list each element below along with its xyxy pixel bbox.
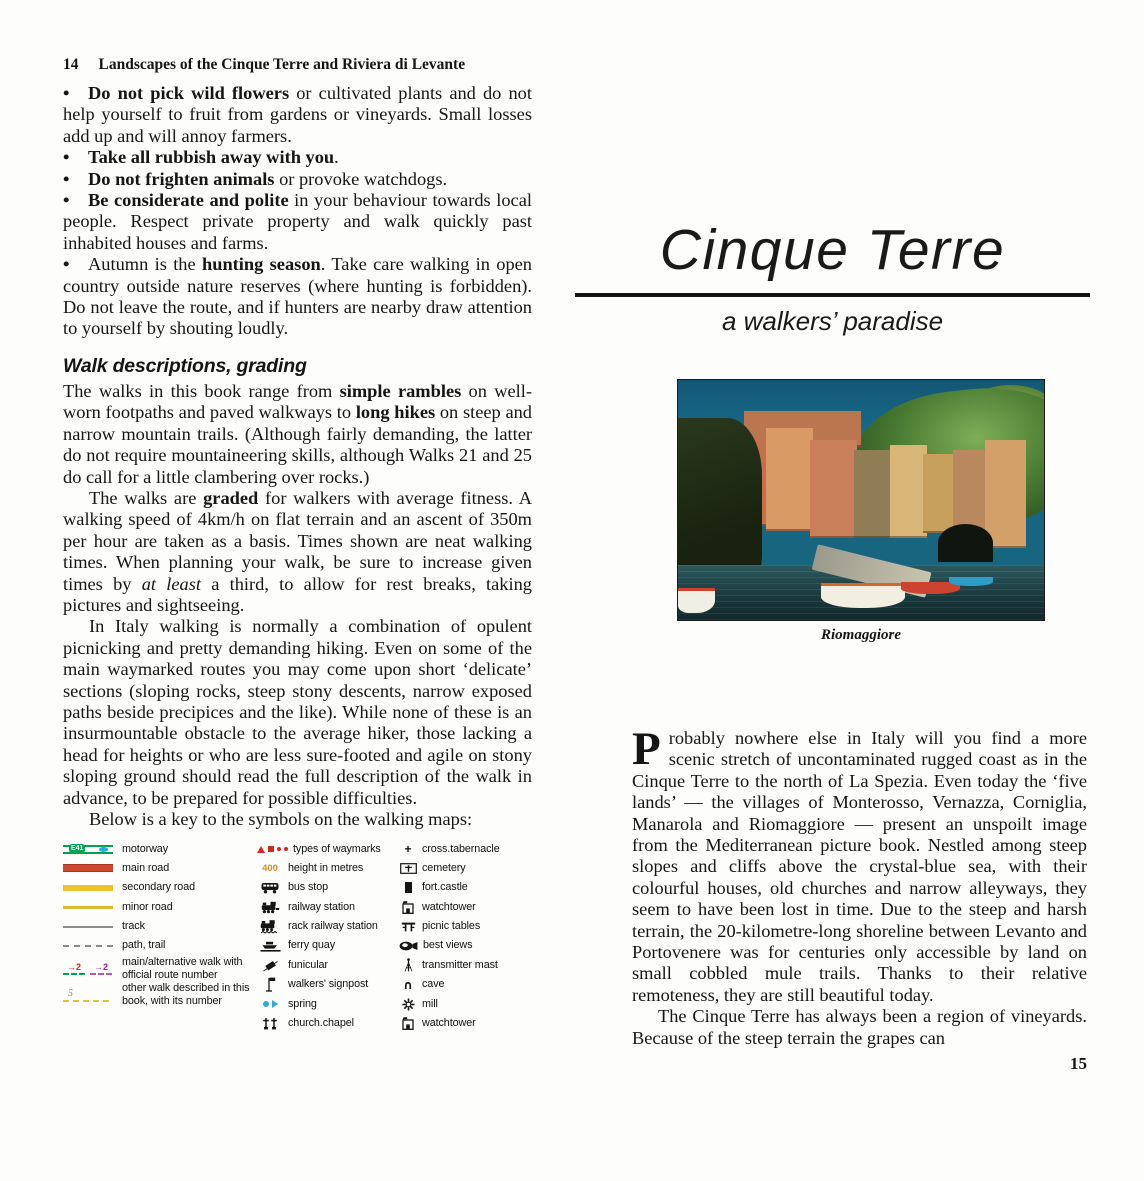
bullet-marker: • bbox=[63, 83, 70, 103]
riomaggiore-photo bbox=[677, 379, 1045, 621]
photo-buildings bbox=[890, 445, 927, 538]
legend-label: mill bbox=[422, 997, 438, 1010]
photo-buildings bbox=[766, 428, 814, 531]
legend-label: walkers' signpost bbox=[288, 978, 369, 991]
legend-row bbox=[399, 995, 532, 1014]
legend-row bbox=[257, 898, 399, 917]
bullet-item: • Autumn is the hunting season. Take care walking in open country outside nature reserves (where hunting is forbidden). Do not leave the route, and if hunters are nearby draw attention to yourself by shouting loudly. bbox=[63, 254, 532, 339]
body-paragraph: In Italy walking is normally a combination of opulent picnicking and pretty demanding hiking. Even on some of the main waymarked routes you may come upon short ‘delicate’ sections (sloping rocks, steep stony descents, narrow exposed paths beside precipices and the like). While none of these is an insurmountable obstacle to the average hiker, those lacking a head for heights or who are less sure-footed and agile on stony sloping ground should read the full description of the walk in advance, to be prepared for possible difficulties. bbox=[63, 616, 532, 808]
legend-label: picnic tables bbox=[422, 920, 481, 933]
legend-row bbox=[399, 839, 532, 858]
photo-buildings bbox=[923, 454, 956, 533]
watchtower-icon bbox=[399, 1017, 417, 1030]
photo-caption: Riomaggiore bbox=[820, 627, 901, 643]
legend-row bbox=[257, 956, 399, 975]
signpost-icon bbox=[257, 977, 283, 992]
legend-label: best views bbox=[423, 939, 473, 952]
ferry-icon bbox=[257, 941, 283, 952]
cemetery-icon bbox=[399, 863, 417, 874]
bullet-marker: • bbox=[63, 168, 70, 189]
legend-label: other walk described in this book, with its number bbox=[122, 982, 250, 1008]
legend-row bbox=[257, 917, 399, 936]
legend-label: height in metres bbox=[288, 861, 364, 874]
legend-row bbox=[399, 975, 532, 994]
legend-row bbox=[399, 936, 532, 955]
legend-label: cave bbox=[422, 978, 445, 991]
path-icon bbox=[63, 945, 117, 947]
cross-icon: + bbox=[404, 842, 412, 857]
legend-label: motorway bbox=[122, 842, 168, 855]
legend-label: cemetery bbox=[422, 861, 466, 874]
rack-train-icon bbox=[257, 920, 283, 934]
main-road-icon bbox=[63, 864, 117, 872]
legend-row bbox=[399, 859, 532, 878]
legend-label: church.chapel bbox=[288, 1017, 354, 1030]
track-icon bbox=[63, 926, 117, 928]
watchtower-icon bbox=[399, 901, 417, 914]
legend-row bbox=[399, 898, 532, 917]
legend-label: watchtower bbox=[422, 900, 476, 913]
chapter-subtitle: a walkers’ paradise bbox=[721, 305, 944, 336]
legend-row bbox=[257, 975, 399, 994]
legend-row bbox=[257, 839, 399, 858]
page-number-left: 14 bbox=[63, 56, 79, 73]
legend-label: cross.tabernacle bbox=[422, 842, 500, 855]
map-key-column-landmarks bbox=[399, 839, 532, 1033]
intro-paragraph bbox=[632, 723, 1087, 1006]
bus-icon bbox=[257, 882, 283, 894]
photo-buildings bbox=[953, 450, 986, 536]
map-key-column-transport bbox=[257, 839, 399, 1033]
page-number-right: 15 bbox=[1070, 1054, 1087, 1074]
legend-label: fort.castle bbox=[422, 881, 468, 894]
legend-label: railway station bbox=[288, 900, 355, 913]
legend-label: ferry quay bbox=[288, 939, 336, 952]
legend-label: track bbox=[122, 920, 145, 933]
height-icon: 400 bbox=[262, 862, 278, 874]
photo-buildings bbox=[985, 440, 1025, 548]
drop-cap: P bbox=[632, 723, 661, 775]
vineyards-paragraph: The Cinque Terre has always been a region of vineyards. Because of the steep terrain the grapes can bbox=[632, 1006, 1087, 1048]
waymarks-icon bbox=[257, 846, 288, 853]
left-page bbox=[63, 56, 532, 1033]
photo-tunnel-arch bbox=[938, 524, 993, 562]
legend-row bbox=[63, 898, 257, 917]
funicular-icon bbox=[257, 959, 283, 972]
walk-description-paragraphs bbox=[63, 381, 532, 831]
bullet-item: • Be considerate and polite in your behaviour towards local people. Respect private property and walk quickly past inhabited houses and farms. bbox=[63, 190, 532, 253]
running-head bbox=[63, 56, 532, 74]
legend-label: watchtower bbox=[422, 1017, 476, 1030]
photo-block bbox=[677, 379, 1045, 644]
bullet-item: • Take all rubbish away with you. bbox=[63, 147, 339, 168]
map-symbols-key bbox=[63, 839, 532, 1033]
legend-row bbox=[257, 878, 399, 897]
bullet-item: • Do not pick wild flowers or cultivated plants and do not help yourself to fruit from gardens or vineyards. Small losses add up and will annoy farmers. bbox=[63, 83, 532, 146]
legend-row bbox=[63, 936, 257, 955]
picnic-icon bbox=[399, 921, 417, 932]
legend-row bbox=[399, 956, 532, 975]
intro-paragraph-text: robably nowhere else in Italy will you find a more scenic stretch of uncontaminated rugged coast as in the Cinque Terre to the north of La Spezia. Even today the ‘five lands’ — the villages of Monterosso, Vernazza, Corniglia, Manarola and Riomaggiore — present an unspoilt image from the Mediterranean picture book. Nestled among steep slopes and cliffs above the crystal-blue sea, with their colourful houses, old churches and narrow alleyways, they seem to have been lost in time. Due to the steep and harsh terrain, the 20-kilometre-long shoreline between Levanto and Portovenere was for centuries only accessible by land on small cobbled mule trails. Thanks to their relative remoteness, they are still beautiful today. bbox=[632, 728, 1087, 1005]
legend-label: minor road bbox=[122, 900, 173, 913]
legend-row bbox=[63, 956, 257, 982]
photo-buildings bbox=[854, 450, 894, 538]
legend-row bbox=[63, 859, 257, 878]
legend-row bbox=[257, 859, 399, 878]
legend-row bbox=[257, 995, 399, 1014]
mill-icon bbox=[399, 998, 417, 1011]
body-paragraph: The walks are graded for walkers with average fitness. A walking speed of 4km/h on flat terrain and an ascent of 350m per hour are taken as a basis. Times shown are neat walking times. When planning your walk, be sure to increase given times by at least a third, to allow for rest breaks, taking pictures and sightseeing. bbox=[63, 487, 533, 615]
cave-icon: ∩ bbox=[403, 977, 413, 992]
bullet-item: • Do not frighten animals or provoke watchdogs. bbox=[63, 168, 448, 189]
legend-row bbox=[257, 1014, 399, 1033]
views-icon bbox=[399, 941, 418, 951]
legend-label: secondary road bbox=[122, 881, 196, 894]
legend-label: path, trail bbox=[122, 939, 166, 952]
photo-boat-white-centre bbox=[821, 583, 905, 608]
bullet-marker: • bbox=[63, 147, 70, 168]
legend-label: spring bbox=[288, 997, 317, 1010]
chapter-title: Cinque Terre bbox=[659, 218, 1006, 282]
mast-icon bbox=[399, 958, 417, 972]
legend-row bbox=[399, 1014, 532, 1033]
other-walk-icon: 5 bbox=[63, 988, 117, 1002]
legend-label: main road bbox=[122, 861, 170, 874]
photo-buildings bbox=[810, 440, 858, 538]
legend-row bbox=[63, 917, 257, 936]
body-paragraph: Below is a key to the symbols on the walking maps: bbox=[89, 809, 473, 829]
photo-boat-white-left bbox=[678, 588, 715, 613]
minor-road-icon bbox=[63, 906, 117, 909]
legend-label: funicular bbox=[288, 958, 328, 971]
chapter-title-block bbox=[575, 219, 1090, 336]
motorway-icon: E41 bbox=[63, 844, 117, 855]
legend-label: transmitter mast bbox=[422, 958, 498, 971]
photo-cliff bbox=[677, 418, 762, 586]
title-rule bbox=[575, 293, 1090, 297]
church-icon bbox=[257, 1017, 283, 1030]
secondary-road-icon bbox=[63, 885, 117, 891]
main-alt-walk-icon: →2 →2 bbox=[63, 962, 117, 975]
legend-row bbox=[63, 878, 257, 897]
legend-label: rack railway station bbox=[288, 920, 378, 933]
country-code-bullet-list bbox=[63, 83, 532, 340]
legend-label: types of waymarks bbox=[293, 842, 381, 855]
legend-label: main/alternative walk with official route number bbox=[122, 955, 243, 981]
bullet-marker: • bbox=[63, 254, 70, 275]
fort-icon bbox=[399, 882, 417, 893]
legend-row bbox=[257, 936, 399, 955]
section-heading: Walk descriptions, grading bbox=[63, 354, 307, 377]
map-key-column-roads bbox=[63, 839, 257, 1033]
legend-row bbox=[63, 982, 257, 1008]
legend-row bbox=[399, 917, 532, 936]
spring-icon bbox=[257, 1000, 283, 1008]
legend-row bbox=[63, 839, 257, 858]
bullet-marker: • bbox=[63, 190, 70, 211]
right-page-body bbox=[632, 723, 1087, 1074]
running-head-title: Landscapes of the Cinque Terre and Riviera di Levante bbox=[98, 56, 466, 73]
train-icon bbox=[257, 901, 283, 914]
legend-row bbox=[399, 878, 532, 897]
body-paragraph: The walks in this book range from simple rambles on well-worn footpaths and paved walkways to long hikes on steep and narrow mountain trails. (Although fairly demanding, the latter do not require mountaineering skills, although Walks 21 and 25 do call for a little clambering over rocks.) bbox=[63, 380, 532, 487]
legend-label: bus stop bbox=[288, 881, 329, 894]
